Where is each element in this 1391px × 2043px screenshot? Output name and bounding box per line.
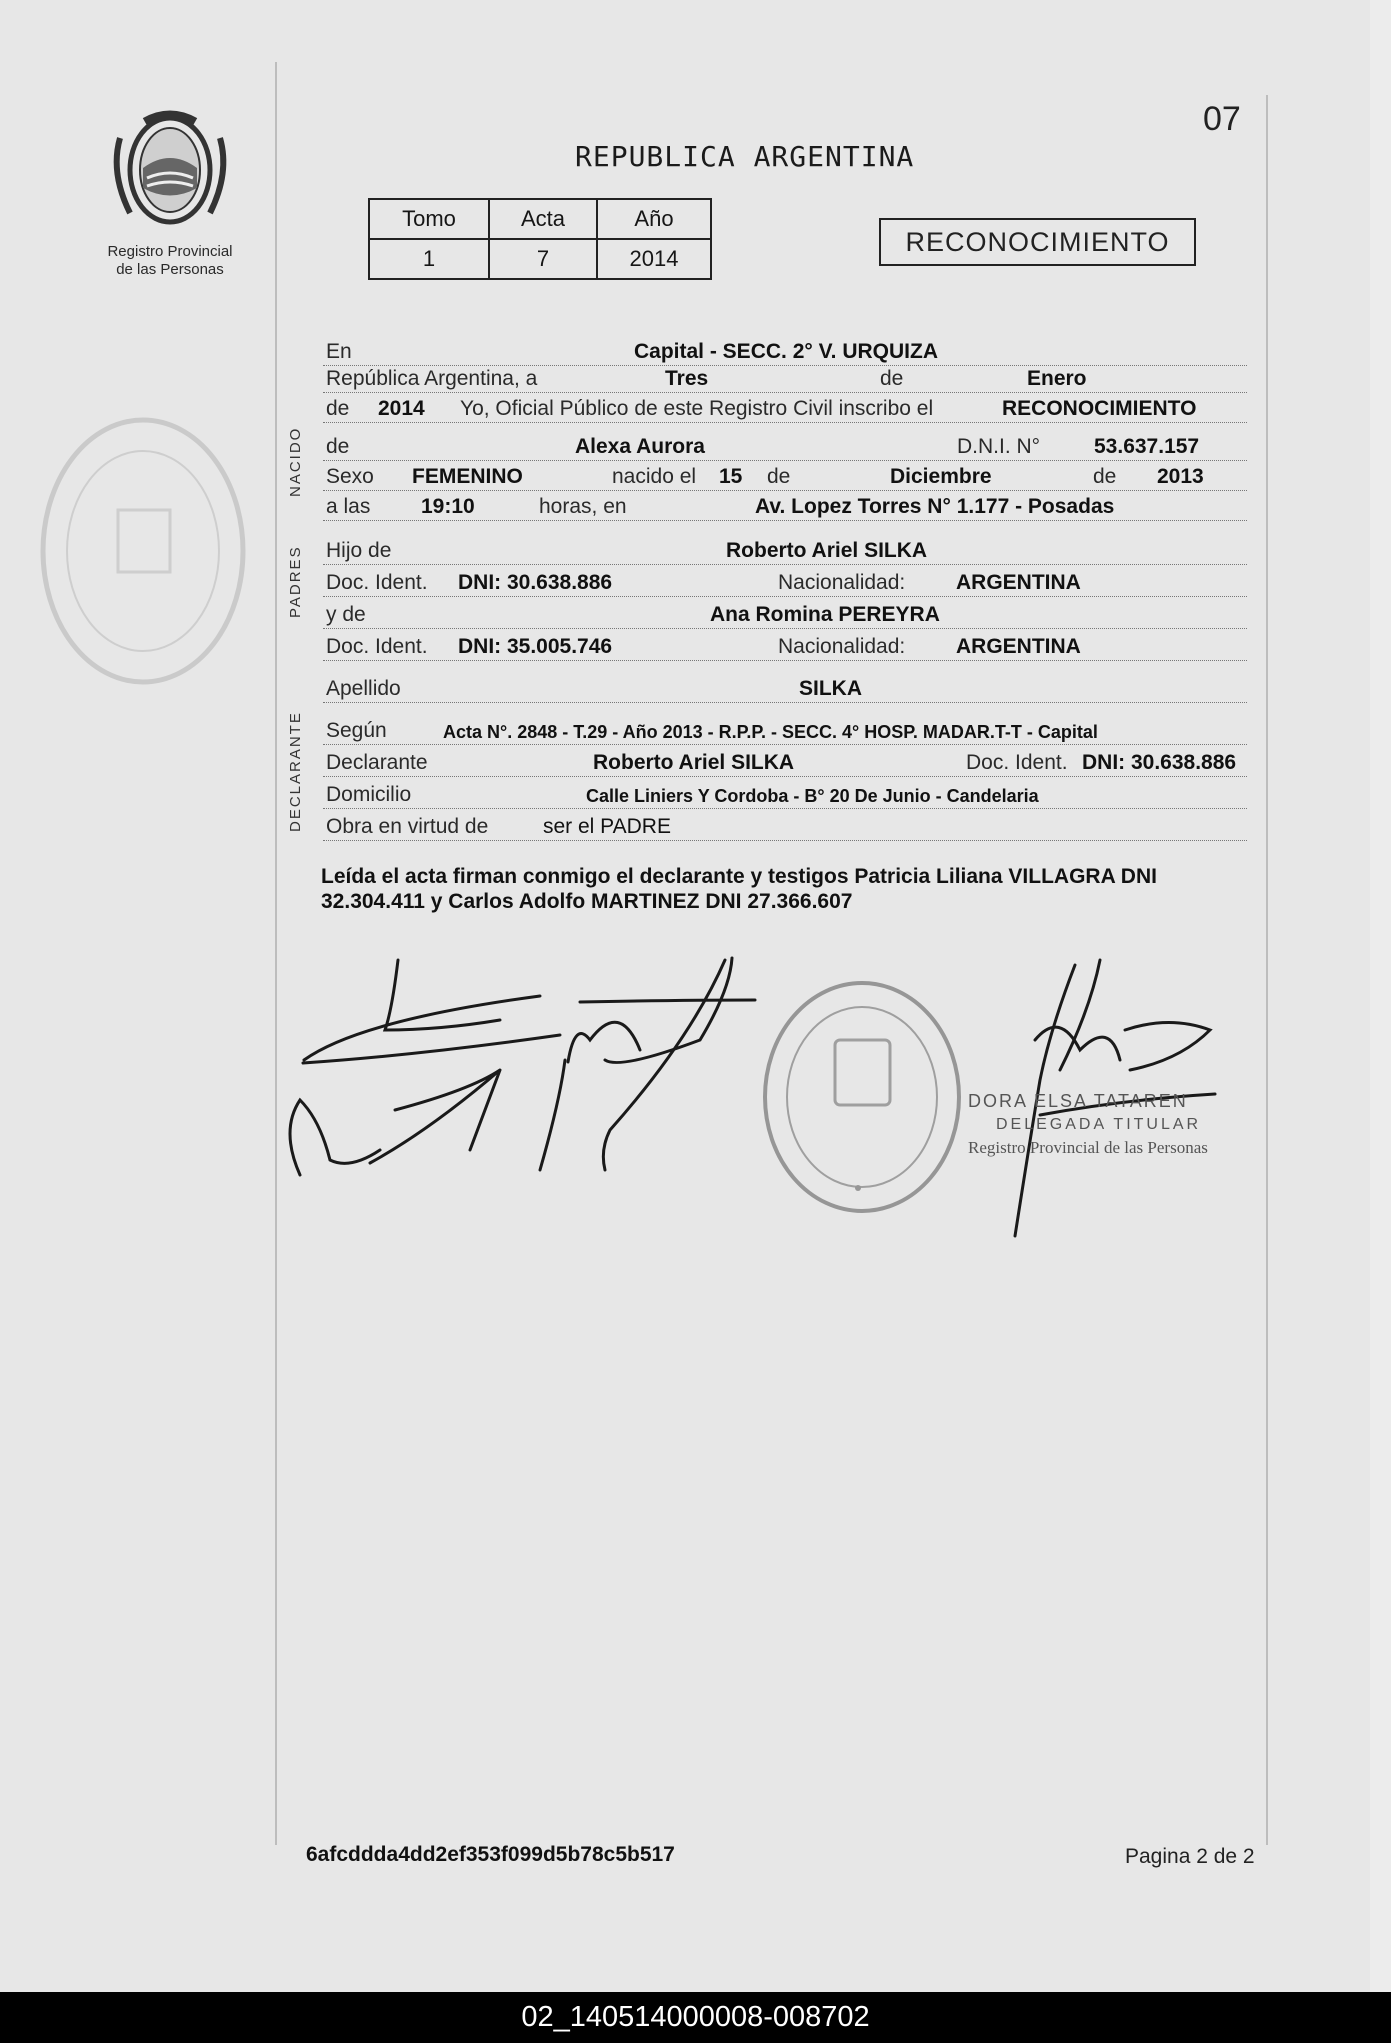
domicilio-value: Calle Liniers Y Cordoba - B° 20 De Junio - Candelaria (586, 786, 1039, 806)
nac-de2-label: de (1093, 465, 1117, 488)
padre-doc-label: Doc. Ident. (326, 571, 428, 594)
logo-caption-line2: de las Personas (116, 261, 224, 278)
nombre-value: Alexa Aurora (575, 435, 705, 458)
domicilio-label: Domicilio (326, 783, 412, 806)
dni-value: 53.637.157 (1094, 435, 1200, 458)
madre-value: Ana Romina PEREYRA (710, 603, 940, 626)
dia-value: Tres (665, 367, 709, 390)
de-label: de (880, 367, 904, 390)
obra-label: Obra en virtud de (326, 815, 489, 838)
hijo-label: Hijo de (326, 539, 392, 562)
en-label: En (326, 340, 352, 363)
apellido-label: Apellido (326, 677, 401, 700)
de-nombre-label: de (326, 435, 350, 458)
section-padres: PADRES (287, 545, 304, 618)
officer-name: DORA ELSA TATAREN (968, 1091, 1188, 1111)
declarante-doc-label: Doc. Ident. (966, 751, 1068, 774)
obra-value: ser el PADRE (543, 815, 671, 838)
section-nacido: NACIDO (287, 426, 304, 497)
padre-doc-value: DNI: 30.638.886 (458, 571, 613, 594)
oficial-text: Yo, Oficial Público de este Registro Civil inscribo el (460, 397, 934, 420)
page-number: 07 (1203, 100, 1241, 138)
declarante-doc-value: DNI: 30.638.886 (1082, 751, 1237, 774)
de-anio-label: de (326, 397, 350, 420)
tomo-header: Tomo (369, 199, 489, 239)
file-id-bar: 02_140514000008-008702 (0, 1992, 1391, 2043)
sexo-value: FEMENINO (412, 465, 523, 488)
anio-value: 2014 (378, 397, 425, 420)
hora-value: 19:10 (421, 495, 475, 518)
dni-label: D.N.I. N° (957, 435, 1041, 458)
apellido-value: SILKA (799, 677, 862, 700)
officer-role: DELEGADA TITULAR (996, 1116, 1202, 1133)
anio-value: 2014 (597, 239, 711, 279)
y-de-label: y de (326, 603, 366, 626)
document-hash: 6afcddda4dd2ef353f099d5b78c5b517 (306, 1843, 675, 1866)
tomo-value: 1 (369, 239, 489, 279)
section-declarante: DECLARANTE (287, 711, 304, 832)
nac-de-label: de (767, 465, 791, 488)
official-seal (765, 983, 959, 1211)
declarante-value: Roberto Ariel SILKA (593, 751, 795, 774)
lugar-value: Av. Lopez Torres N° 1.177 - Posadas (755, 495, 1115, 518)
padre-nac-value: ARGENTINA (956, 571, 1081, 594)
madre-doc-label: Doc. Ident. (326, 635, 428, 658)
officer-institution: Registro Provincial de las Personas (968, 1138, 1208, 1157)
acta-header: Acta (489, 199, 597, 239)
horas-en-label: horas, en (539, 495, 627, 518)
sexo-label: Sexo (326, 465, 374, 488)
acta-value: 7 (489, 239, 597, 279)
witness-signature (540, 958, 755, 1170)
page-indicator: Pagina 2 de 2 (1125, 1845, 1255, 1868)
closing-statement: Leída el acta firman conmigo el declarante y testigos Patricia Liliana VILLAGRA DNI 32.304.411 y Carlos Adolfo MARTINEZ DNI 27.366.607 (321, 865, 1157, 913)
republica-label: República Argentina, a (326, 367, 538, 390)
nac-mes-value: Diciembre (890, 465, 992, 488)
declarant-signature (290, 960, 560, 1175)
nacido-label: nacido el (612, 465, 697, 488)
nac-anio-value: 2013 (1157, 465, 1204, 488)
acto-value: RECONOCIMIENTO (1002, 397, 1197, 420)
left-faded-seal (43, 420, 243, 682)
madre-nac-value: ARGENTINA (956, 635, 1081, 658)
padre-value: Roberto Ariel SILKA (726, 539, 928, 562)
nac-dia-value: 15 (719, 465, 743, 488)
anio-header: Año (597, 199, 711, 239)
segun-label: Según (326, 719, 387, 742)
mes-value: Enero (1027, 367, 1087, 390)
madre-doc-value: DNI: 35.005.746 (458, 635, 613, 658)
declarante-label: Declarante (326, 751, 428, 774)
segun-value: Acta N°. 2848 - T.29 - Año 2013 - R.P.P. - SECC. 4° HOSP. MADAR.T-T - Capital (443, 722, 1098, 742)
padre-nac-label: Nacionalidad: (778, 571, 906, 594)
logo-caption-line1: Registro Provincial (107, 243, 233, 260)
a-las-label: a las (326, 495, 371, 518)
document-title: REPUBLICA ARGENTINA (575, 140, 915, 173)
officer-stamp (968, 1090, 1208, 1159)
act-type-box: RECONOCIMIENTO (879, 218, 1196, 266)
en-value: Capital - SECC. 2° V. URQUIZA (634, 340, 939, 363)
madre-nac-label: Nacionalidad: (778, 635, 906, 658)
